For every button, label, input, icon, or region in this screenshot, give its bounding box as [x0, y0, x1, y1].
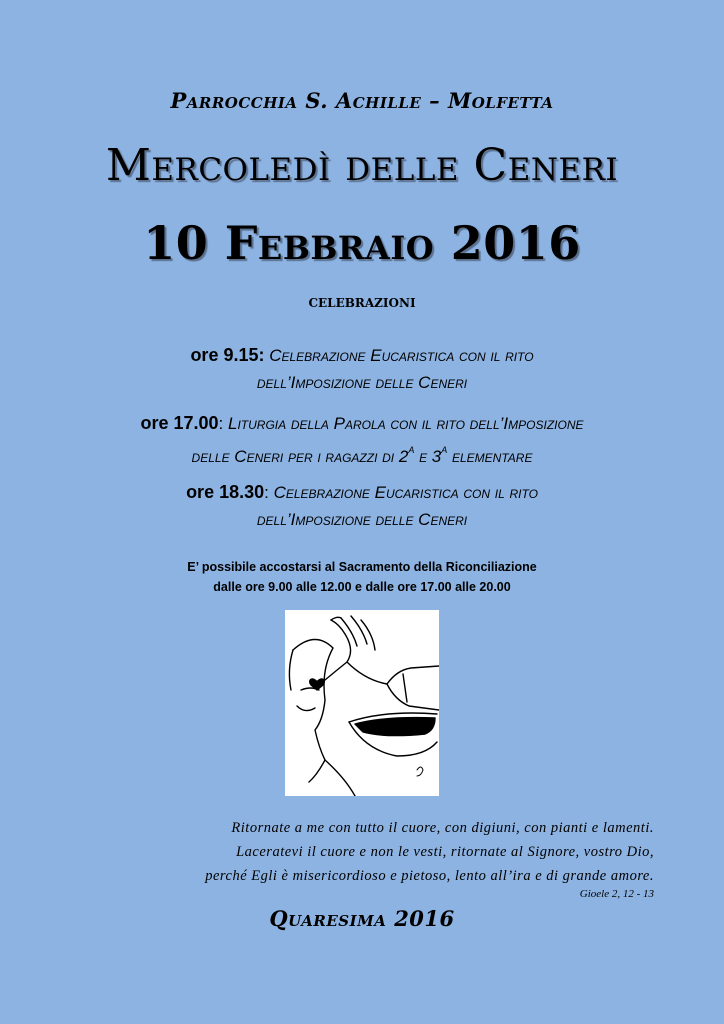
schedule-line [0, 410, 724, 437]
schedule-separator: : [218, 414, 224, 433]
quote-line: Ritornate a me con tutto il cuore, con digiuni, con pianti e lamenti. [231, 820, 654, 836]
footer-title: Quaresima 2016 [269, 906, 455, 931]
confession-note [0, 557, 724, 597]
schedule-time: ore 18.30 [186, 482, 265, 502]
schedule-text: elementare [447, 447, 533, 466]
quote-line: perché Egli è misericordioso e pietoso, lento all’ira e di grande amore. [205, 868, 654, 884]
schedule-description: Celebrazione Eucaristica con il rito [269, 346, 534, 365]
schedule-description-cont: dell’Imposizione delle Ceneri [256, 510, 468, 529]
schedule-item-morning [0, 342, 724, 396]
scripture-reference: Gioele 2, 12 - 13 [579, 888, 654, 900]
schedule-item-evening [0, 479, 724, 533]
confession-line: E’ possibile accostarsi al Sacramento della Riconciliazione [187, 560, 537, 574]
section-heading: celebrazioni [308, 292, 416, 312]
scripture-quote [205, 816, 654, 888]
quote-line: Laceratevi il cuore e non le vesti, ritornate al Signore, vostro Dio, [236, 844, 654, 860]
schedule-time: ore 9.15: [190, 345, 265, 365]
schedule-separator: : [264, 483, 269, 502]
schedule-text: delle Ceneri per i ragazzi di 2 [191, 447, 409, 466]
superscript: A [408, 445, 415, 455]
schedule-description: Liturgia della Parola con il rito dell’Imposizione [228, 414, 584, 433]
schedule-line [0, 342, 724, 369]
ash-imposition-illustration [285, 610, 439, 796]
schedule-line [0, 479, 724, 506]
schedule-description-cont: dell’Imposizione delle Ceneri [256, 373, 468, 392]
schedule-item-afternoon [0, 410, 724, 470]
schedule-description: Celebrazione Eucaristica con il rito [273, 483, 538, 502]
superscript: A [441, 445, 448, 455]
schedule-time: ore 17.00 [140, 413, 219, 433]
schedule-text: e 3 [414, 447, 442, 466]
event-date: 10 Febbraio 2016 [143, 216, 581, 270]
page-title: Mercoledì delle Ceneri [105, 140, 619, 191]
confession-line: dalle ore 9.00 alle 12.00 e dalle ore 17.00 alle 20.00 [213, 580, 511, 594]
parish-name: Parrocchia S. Achille – Molfetta [170, 88, 554, 113]
schedule-description-cont [0, 437, 724, 470]
